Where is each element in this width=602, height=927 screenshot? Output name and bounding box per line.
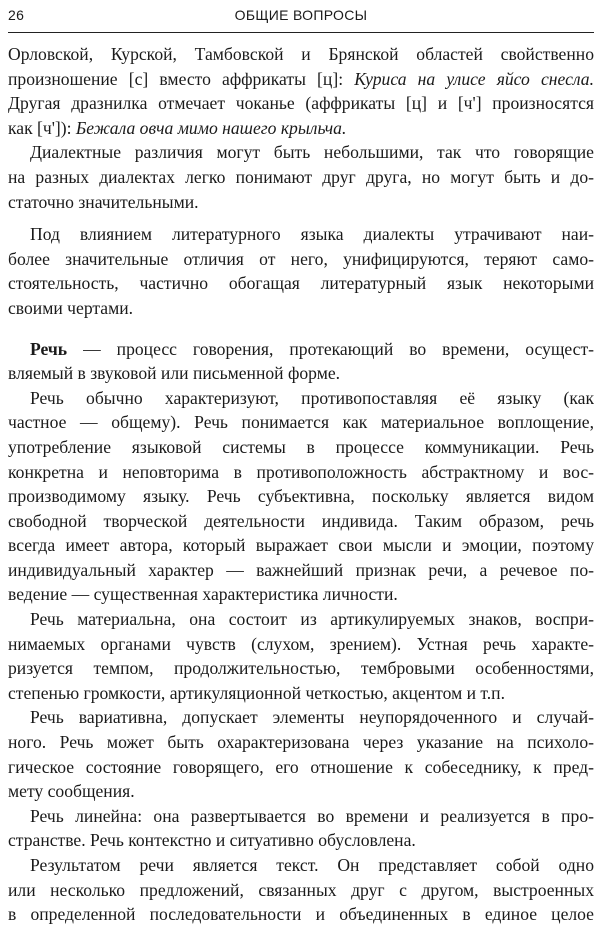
- text-line: Диалектные различия могут быть небольшими, так что говорящие: [30, 142, 594, 163]
- text-line: употребление языковой системы в процессе коммуникации. Речь: [8, 436, 594, 457]
- text-line: странстве. Речь контекстно и ситуативно обусловлена.: [8, 830, 416, 851]
- text-line: более значительные отличия от него, унифицируются, теряют само-: [8, 248, 594, 269]
- text-run: — процесс говорения, протекающий во времени, осущест-: [67, 338, 594, 359]
- paragraph-dialect-examples: [8, 42, 594, 140]
- text-run: произношение [с] вместо аффрикаты [ц]:: [8, 68, 355, 89]
- example-phrase: Бежала овча мимо нашего крыльча.: [75, 117, 347, 138]
- paragraph-speech-definition: [8, 337, 594, 386]
- defined-term: Речь: [30, 338, 68, 359]
- example-phrase: Куриса на улисе яйсо снесла.: [354, 68, 594, 89]
- paragraph-dialect-differences: [8, 140, 594, 214]
- body-text: [8, 42, 594, 927]
- paragraph-speech-material: [8, 607, 594, 705]
- text-line: нимаемых органами чувств (слухом, зрением). Устная речь характе-: [8, 633, 594, 654]
- book-page: [8, 0, 594, 924]
- text-line: ного. Речь может быть охарактеризована через указание на психоло-: [8, 732, 594, 753]
- text-line: Результатом речи является текст. Он представляет собой одно: [30, 855, 594, 875]
- text-line: статочно значительными.: [8, 191, 199, 212]
- text-line: или несколько предложений, связанных друг с другом, выстроенных: [8, 879, 594, 900]
- paragraph-speech-result: [8, 853, 594, 927]
- text-line: Речь обычно характеризуют, противопоставляя её языку (как: [30, 387, 594, 408]
- text-line: [8, 337, 594, 362]
- text-line: конкретна и неповторима в противоположность абстрактному и вос-: [8, 461, 594, 482]
- text-line: [8, 116, 594, 141]
- text-line: мету сообщения.: [8, 781, 135, 802]
- text-line: Орловской, Курской, Тамбовской и Брянской областей свойственно: [8, 44, 594, 64]
- text-line: стоятельность, частично обогащая литературный язык некоторыми: [8, 273, 594, 294]
- text-line: Речь вариативна, допускает элементы неупорядоченного и случай-: [30, 707, 594, 728]
- paragraph-literary-influence: [8, 222, 594, 320]
- text-line: всегда имеет автора, который выражает свои мысли и эмоции, поэтому: [8, 535, 594, 556]
- running-header: [8, 0, 594, 33]
- text-line: ризуется темпом, продолжительностью, тембровыми особенностями,: [8, 658, 594, 679]
- text-line: степенью громкости, артикуляционной четкостью, акцентом и т.п.: [8, 682, 505, 703]
- text-line: производимому языку. Речь субъективна, поскольку является видом: [8, 486, 594, 507]
- text-line: Другая дразнилка отмечает чоканье (аффрикаты [ц] и [ч'] произносятся: [8, 93, 594, 114]
- page-number: 26: [8, 7, 25, 23]
- text-line: ведение — существенная характеристика личности.: [8, 584, 398, 605]
- text-line: индивидуальный характер — важнейший признак речи, а речевое по-: [8, 559, 594, 580]
- text-line: своими чертами.: [8, 297, 134, 318]
- text-line: вляемый в звуковой или письменной форме.: [8, 363, 341, 384]
- text-run: как [ч']):: [8, 117, 76, 138]
- paragraph-speech-variative: [8, 705, 594, 803]
- paragraph-speech-vs-language: [8, 386, 594, 607]
- text-line: свободной творческой деятельности индивида. Таким образом, речь: [8, 510, 594, 531]
- text-line: частное — общему). Речь понимается как материальное воплощение,: [8, 412, 594, 433]
- section-title: ОБЩИЕ ВОПРОСЫ: [234, 7, 368, 23]
- paragraph-speech-linear: [8, 804, 594, 853]
- text-line: Речь линейна: она развертывается во времени и реализуется в про-: [30, 805, 594, 826]
- text-line: Речь материальна, она состоит из артикулируемых знаков, воспри-: [30, 609, 594, 630]
- text-line: в определенной последовательности и объединенных в единое целое: [8, 904, 594, 925]
- text-line: гическое состояние говорящего, его отношение к собеседнику, к пред-: [8, 756, 594, 777]
- text-line: Под влиянием литературного языка диалекты утрачивают наи-: [30, 224, 594, 245]
- text-line: [8, 67, 594, 92]
- text-line: на разных диалектах легко понимают друг друга, но могут быть и до-: [8, 166, 594, 187]
